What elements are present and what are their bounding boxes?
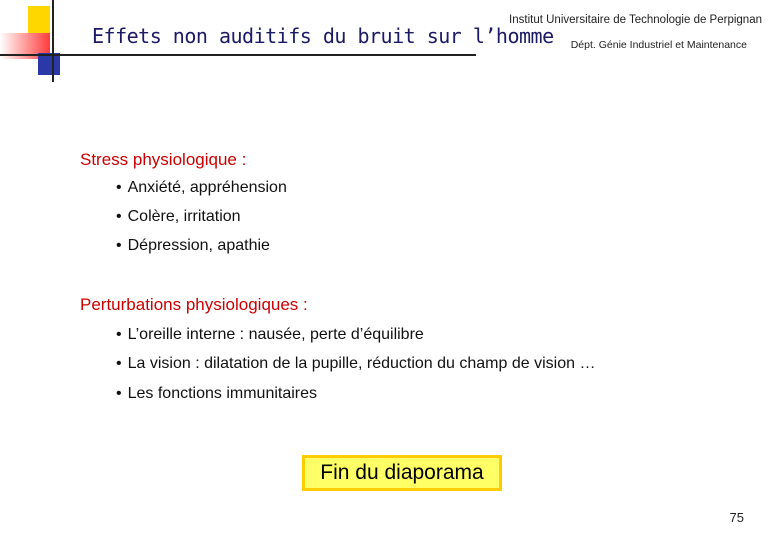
bullet-icon: • — [116, 385, 122, 402]
decor-vertical-line — [52, 0, 54, 82]
section-heading-stress: Stress physiologique : — [80, 150, 247, 169]
decor-blue-square — [38, 53, 60, 75]
list-item-text: Les fonctions immunitaires — [127, 385, 318, 402]
slide-title: Effets non auditifs du bruit sur l’homme — [92, 24, 554, 48]
decor-yellow-square — [28, 6, 50, 36]
list-item — [116, 385, 317, 403]
decor-horizontal-line — [0, 54, 476, 56]
list-item — [116, 179, 287, 197]
section-heading-perturbations: Perturbations physiologiques : — [80, 295, 308, 314]
page-number: 75 — [729, 510, 744, 525]
list-item-text: La vision : dilatation de la pupille, réduction du champ de vision … — [127, 355, 596, 372]
list-item — [116, 326, 424, 344]
bullet-icon: • — [116, 355, 122, 372]
list-item — [116, 208, 241, 226]
list-item-text: Colère, irritation — [127, 208, 241, 225]
institution-name: Institut Universitaire de Technologie de Perpignan — [509, 14, 762, 26]
list-item — [116, 237, 270, 255]
end-slideshow-button[interactable] — [302, 455, 502, 491]
end-slideshow-label: Fin du diaporama — [305, 458, 499, 488]
list-item-text: Dépression, apathie — [127, 237, 270, 254]
bullet-icon: • — [116, 237, 122, 254]
bullet-icon: • — [116, 326, 122, 343]
department-name: Dépt. Génie Industriel et Maintenance — [570, 39, 747, 51]
bullet-icon: • — [116, 208, 122, 225]
list-item — [116, 355, 595, 373]
list-item-text: L’oreille interne : nausée, perte d’équilibre — [127, 326, 424, 343]
bullet-icon: • — [116, 179, 122, 196]
list-item-text: Anxiété, appréhension — [127, 179, 287, 196]
